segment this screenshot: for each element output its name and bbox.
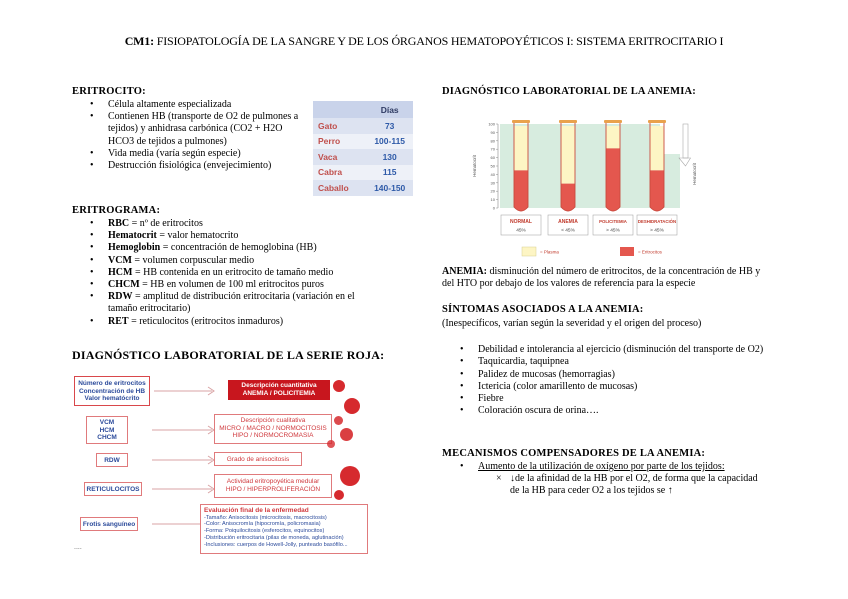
serie-roja-diagram	[72, 370, 368, 556]
eritrocito-heading: ERITROCITO:	[72, 86, 146, 97]
rbc-circle	[340, 428, 353, 441]
definition: = HB contenida en un eritrocito de tamaño medio	[132, 266, 334, 278]
sintomas-heading: SÍNTOMAS ASOCIADOS A LA ANEMIA:	[442, 304, 644, 315]
list-item	[442, 461, 782, 473]
table-row	[313, 165, 413, 181]
eritrograma-list	[72, 218, 392, 328]
axis-tick-label: 50	[490, 163, 495, 169]
list-item: • Destrucción fisiológica (envejecimiento)	[72, 160, 312, 172]
definition: = HB en volumen de 100 ml eritrocitos puros	[139, 279, 324, 291]
evaluacion-line: -Forma: Poiquilocitosis (esferocitos, equinocitos)	[204, 528, 325, 535]
eritrocito-list	[72, 99, 312, 172]
days-cell: 73	[366, 118, 413, 134]
axis-tick-label: 80	[490, 138, 495, 144]
eritrograma-heading: ERITROGRAMA:	[72, 205, 161, 216]
sintomas-section	[442, 304, 782, 417]
tube-value: 45%	[516, 228, 526, 234]
diagram-box-cualitativa: Descripción cualitativa MICRO / MACRO / NORMOCITOSIS HIPO / NORMOCROMASIA	[214, 414, 332, 444]
days-cell: 115	[366, 165, 413, 181]
tube-rim	[604, 120, 622, 123]
definition: = valor hematocrito	[156, 230, 239, 242]
anemia-definition	[442, 266, 772, 290]
diagram-box-anisocitosis: Grado de anisocitosis	[214, 452, 302, 466]
list-item	[72, 267, 392, 279]
axis-label-right: Hematocrit	[692, 163, 697, 185]
table-row	[313, 134, 413, 150]
axis-tick-label: 60	[490, 155, 495, 161]
animal-cell: Caballo	[313, 180, 366, 196]
rbc-circle	[334, 490, 344, 500]
axis-tick-label: 30	[490, 180, 495, 186]
axis-tick-label: 0	[492, 205, 495, 211]
tube-name: POLICITEMIA	[599, 219, 627, 224]
evaluacion-line: -Color: Anisocromía (hipocromía, policromasia)	[204, 521, 321, 528]
title-prefix: CM1:	[124, 34, 154, 48]
tube-name: DESHIDRATACIÓN	[637, 219, 677, 224]
rbc-circle	[340, 466, 360, 486]
tube-plasma	[561, 126, 575, 184]
evaluacion-line: -Distribución eritrocitaria (pilas de moneda, aglutinación)	[204, 534, 344, 541]
definition: = nº de eritrocitos	[129, 218, 203, 229]
list-item: • Contienen HB (transporte de O2 de pulmones a tejidos) y anhidrasa carbónica (CO2 + H2O HCO3 de tejidos a pulmones)	[72, 111, 312, 148]
table-row	[313, 118, 413, 134]
list-item: • Fiebre	[442, 393, 782, 405]
tube-eritrocitos	[561, 184, 575, 211]
tube-eritrocitos	[514, 170, 528, 211]
legend-plasma-swatch	[522, 247, 536, 256]
diagram-box-recuento: Número de eritrocitos Concentración de HB Valor hematócrito	[74, 376, 150, 406]
list-item: • Coloración oscura de orina….	[442, 405, 782, 417]
tube-eritrocitos	[606, 148, 620, 211]
diagram-box-reticulocitos: RETICULOCITOS	[84, 482, 142, 496]
evaluacion-title: Evaluación final de la enfermedad	[204, 507, 309, 514]
term: CHCM	[108, 279, 140, 291]
tube-value: > 45%	[650, 228, 664, 234]
evaluacion-line: -Inclusiones: cuerpos de Howell-Jolly, punteado basófilo...	[204, 541, 348, 548]
list-item: • Célula altamente especializada	[72, 99, 312, 111]
term: RET	[108, 315, 129, 327]
definition: = concentración de hemoglobina (HB)	[160, 242, 317, 254]
list-item	[72, 279, 392, 291]
arrow-3	[152, 456, 214, 464]
sub-list-item	[442, 473, 764, 497]
mecanismos-heading: MECANISMOS COMPENSADORES DE LA ANEMIA:	[442, 448, 706, 459]
diagram-box-eritropoyetica: Actividad eritropoyética medular HIPO / HIPERPROLIFERACIÓN	[214, 474, 332, 498]
sintomas-subtitle: (Inespecíficos, varían según la severidad y el origen del proceso)	[442, 318, 702, 329]
page-title	[0, 34, 848, 49]
tube-plasma	[514, 126, 528, 170]
term: RDW	[108, 291, 133, 303]
rbc-circle	[334, 416, 343, 425]
anemia-lab-heading: DIAGNÓSTICO LABORATORIAL DE LA ANEMIA:	[442, 86, 697, 97]
table-row	[313, 149, 413, 165]
cross-marker: ×	[496, 473, 502, 485]
axis-tick-label: 40	[490, 171, 495, 177]
animal-cell: Cabra	[313, 165, 366, 181]
diagram-box-indices: VCM HCM CHCM	[86, 416, 128, 444]
list-item	[72, 255, 392, 267]
term: Hematocrit	[108, 230, 157, 242]
definition: = volumen corpuscular medio	[131, 254, 255, 266]
term: VCM	[108, 254, 132, 266]
serie-roja-heading: DIAGNÓSTICO LABORATORIAL DE LA SERIE ROJA:	[72, 348, 385, 362]
days-cell: 130	[366, 149, 413, 165]
axis-tick-label: 100	[488, 121, 495, 127]
title-text: FISIOPATOLOGÍA DE LA SANGRE Y DE LOS ÓRGANOS HEMATOPOYÉTICOS I: SISTEMA ERITROCITARIO I	[156, 34, 724, 48]
tube-value: < 45%	[561, 228, 575, 234]
list-item	[72, 230, 392, 242]
tube-plasma	[606, 126, 620, 148]
anemia-term: ANEMIA:	[442, 266, 487, 277]
definition: = reticulocitos (eritrocitos inmaduros)	[128, 315, 284, 327]
evaluacion-line: -Tamaño: Anisocitosis (microcitosis, macrocitosis)	[204, 514, 327, 521]
diagram-box-rdw: RDW	[96, 453, 128, 467]
table-header-days: Días	[366, 101, 413, 118]
tube-name: ANEMIA	[558, 219, 578, 225]
tube-rim	[559, 120, 577, 123]
legend-eritrocitos-label: = Eritrocitos	[638, 249, 662, 255]
mecanismos-section	[442, 448, 782, 498]
animal-cell: Vaca	[313, 149, 366, 165]
tube-eritrocitos	[650, 170, 664, 211]
mecanismos-list	[442, 461, 782, 473]
animal-cell: Gato	[313, 118, 366, 134]
sub-item-text: ↓de la afinidad de la HB por el O2, de forma que la capacidad de la HB para ceder O2 a los tejidos se ↑	[510, 473, 758, 497]
rbc-circle	[344, 398, 360, 414]
axis-tick-label: 90	[490, 129, 495, 135]
lifespan-table	[313, 101, 413, 196]
axis-tick-label: 20	[490, 188, 495, 194]
rbc-circle	[327, 440, 335, 448]
term: HCM	[108, 266, 133, 278]
mecanismo-item: Aumento de la utilización de oxígeno por parte de los tejidos:	[478, 461, 725, 472]
list-item: • Taquicardia, taquipnea	[442, 356, 782, 368]
diagram-box-cuantitativa: Descripción cuantitativa ANEMIA / POLICITEMIA	[228, 380, 330, 400]
diagram-ellipsis: ....	[74, 544, 82, 551]
list-item	[72, 316, 392, 328]
eritrograma-section	[72, 205, 392, 328]
axis-label: Hematocrit	[472, 155, 477, 177]
days-cell: 100-115	[366, 134, 413, 150]
list-item	[72, 291, 382, 315]
tube-name: NORMAL	[510, 219, 532, 225]
table-row	[313, 180, 413, 196]
sintomas-list	[442, 344, 782, 417]
list-item	[72, 242, 392, 254]
tube-rim	[512, 120, 530, 123]
term: RBC	[108, 218, 130, 229]
list-item: • Debilidad e intolerancia al ejercicio (disminución del transporte de O2)	[442, 344, 782, 356]
axis-tick-label: 10	[490, 197, 495, 203]
rbc-circle	[333, 380, 345, 392]
diagram-box-frotis: Frotis sanguíneo	[80, 517, 138, 531]
animal-cell: Perro	[313, 134, 366, 150]
tube-plasma	[650, 126, 664, 170]
anemia-text: disminución del número de eritrocitos, de la concentración de HB y del HTO por debajo de los valores de referencia para la especie	[442, 266, 761, 290]
arrow-4	[152, 485, 214, 493]
table-header-blank	[313, 101, 366, 118]
legend-plasma-label: = Plasma	[540, 249, 559, 255]
tube-rim	[648, 120, 666, 123]
arrow-2	[152, 426, 214, 434]
arrow-1	[154, 387, 214, 395]
tube-value: > 45%	[606, 228, 620, 234]
list-item	[72, 218, 392, 230]
hematocrit-tubes-figure	[470, 110, 706, 265]
axis-tick-label: 70	[490, 146, 495, 152]
list-item: • Palidez de mucosas (hemorragias)	[442, 369, 782, 381]
legend-eritrocitos-swatch	[620, 247, 634, 256]
definition: = amplitud de distribución eritrocitaria (variación en el tamaño eritrocitario)	[108, 291, 355, 315]
list-item: • Vida media (varía según especie)	[72, 148, 312, 160]
days-cell: 140-150	[366, 180, 413, 196]
decrease-arrow	[679, 124, 691, 166]
term: Hemoglobin	[108, 242, 161, 254]
list-item: • Ictericia (color amarillento de mucosas)	[442, 381, 782, 393]
diagram-box-evaluacion	[200, 504, 368, 554]
eritrocito-section	[72, 86, 312, 172]
axis-ticks	[488, 122, 498, 211]
